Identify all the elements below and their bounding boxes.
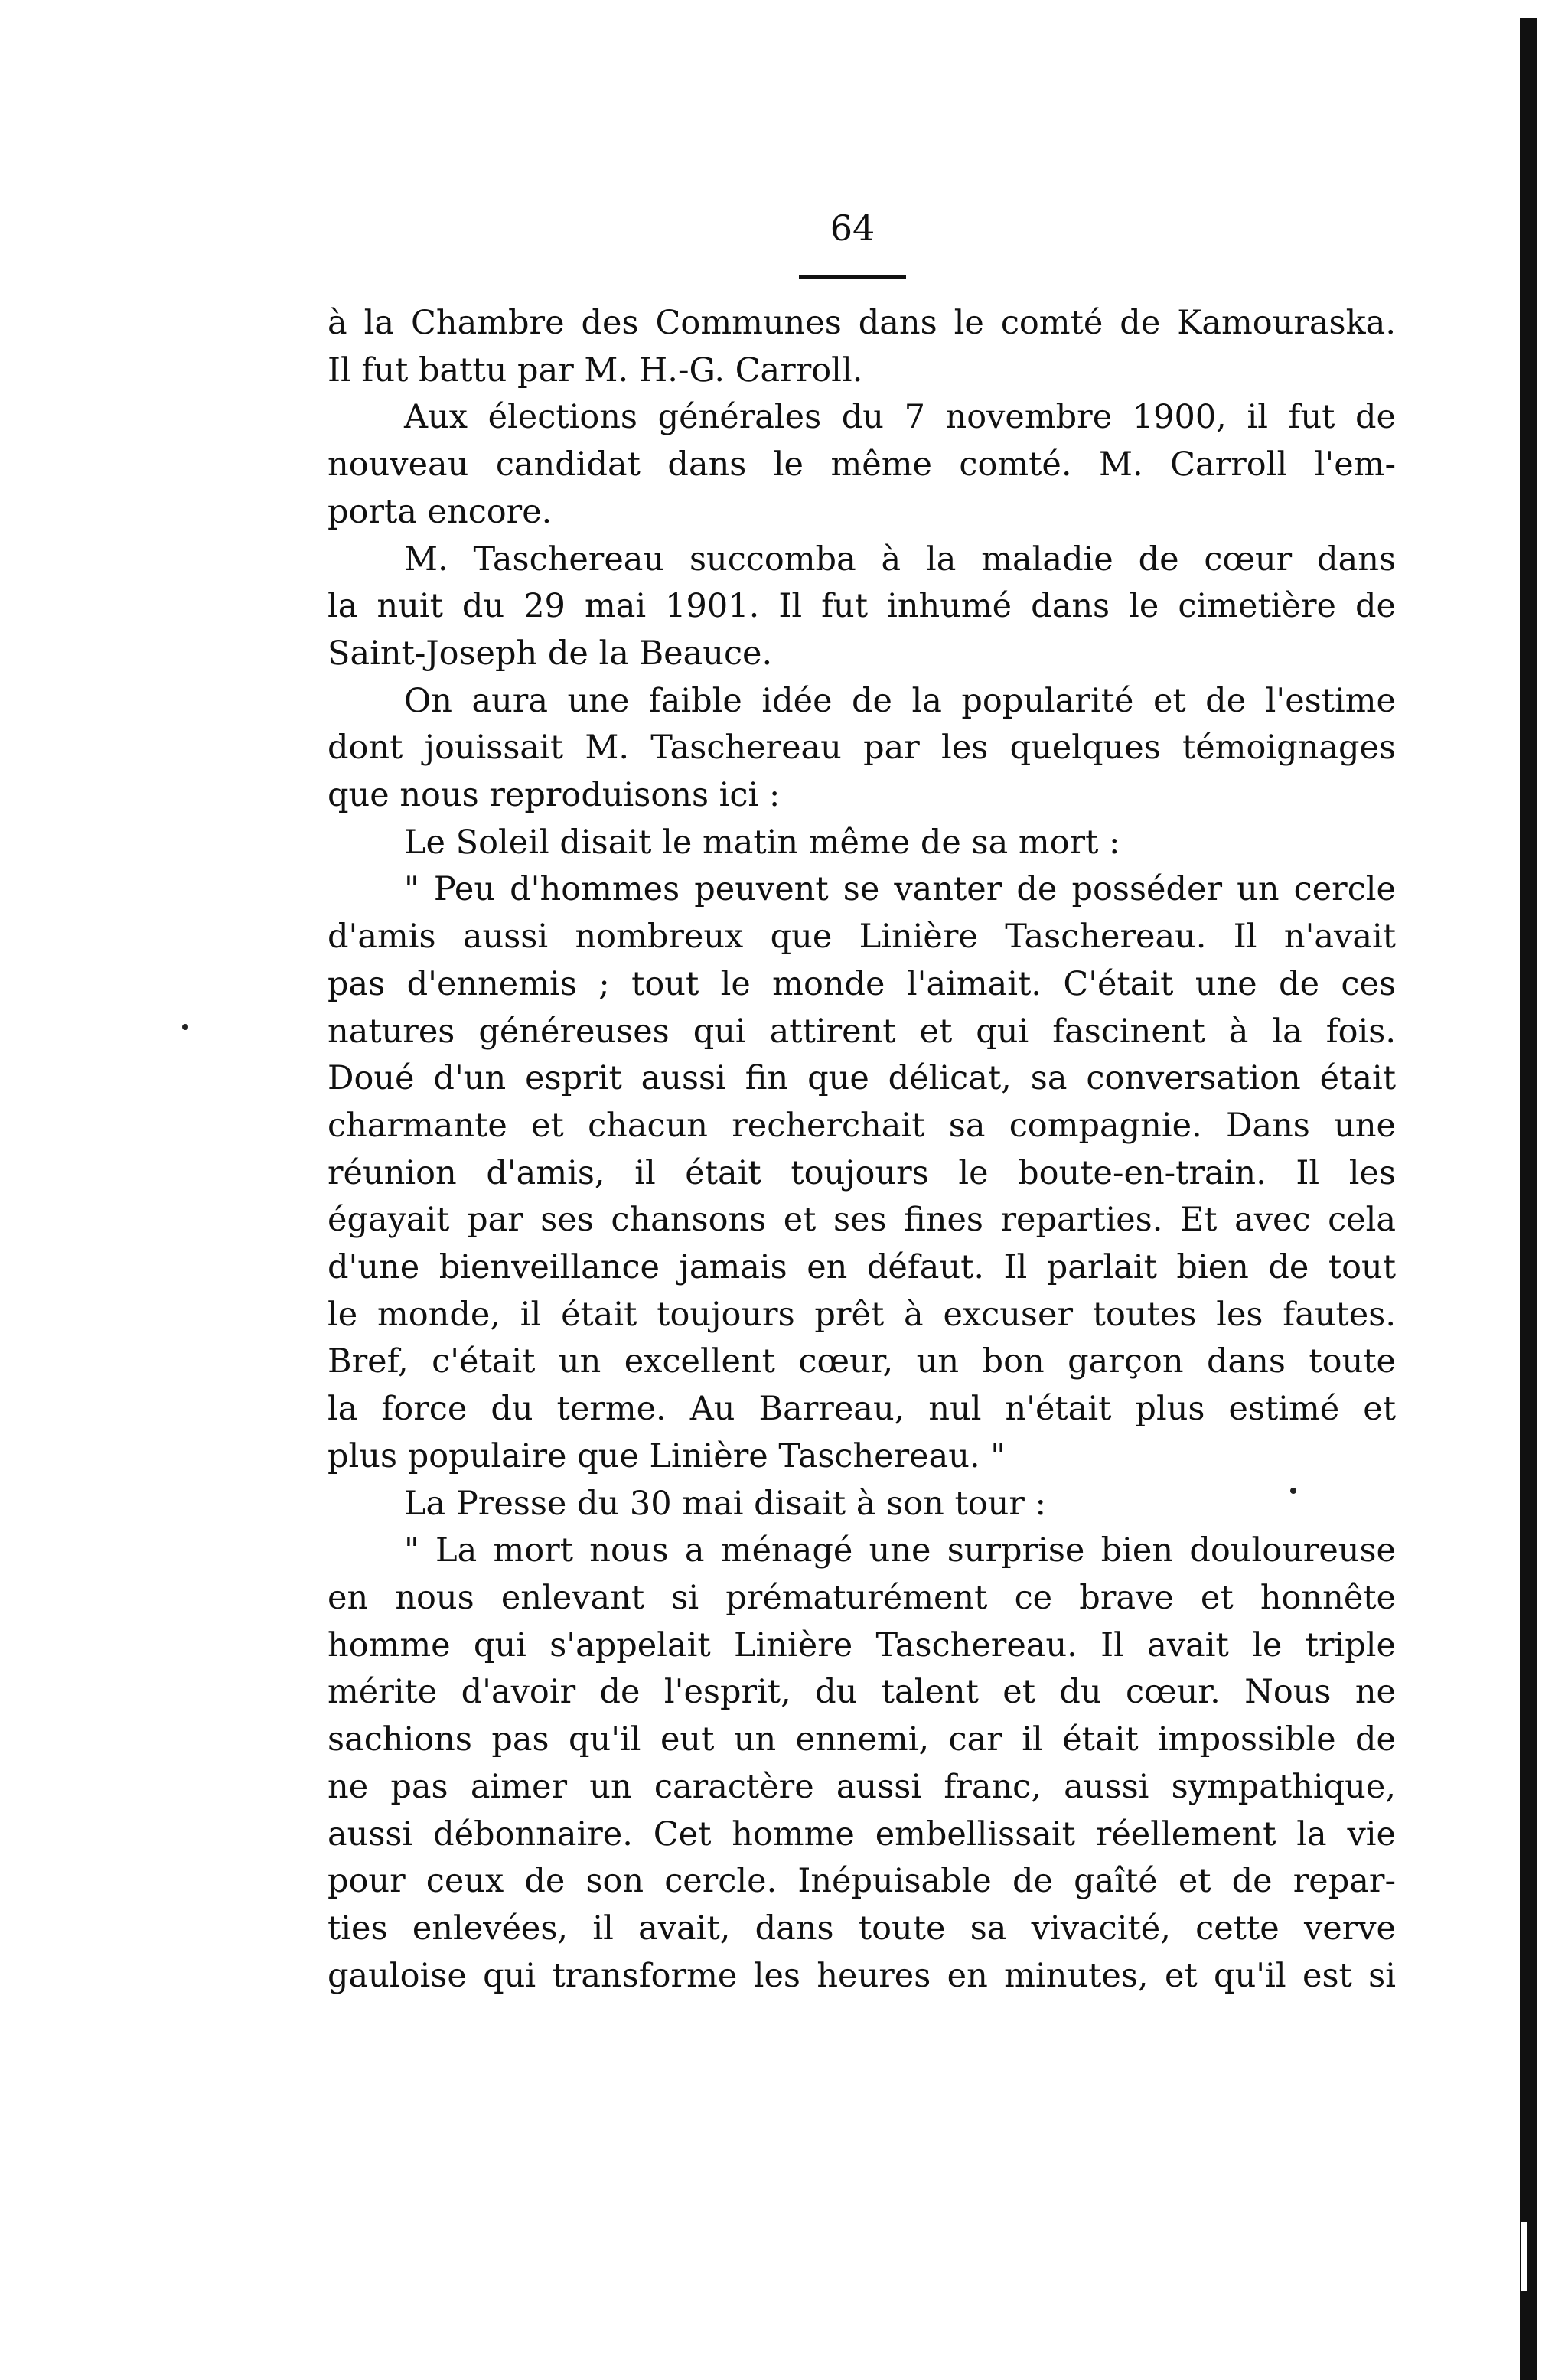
text-line: Aux élections générales du 7 novembre 1900, il fut de: [404, 398, 1396, 437]
page-number: 64: [830, 207, 875, 249]
page-body-text: [328, 300, 1396, 2000]
text-line: Il fut battu par M. H.-G. Carroll.: [328, 350, 863, 390]
text-line: dont jouissait M. Taschereau par les quelques témoignages: [328, 729, 1396, 768]
stray-mark: [182, 1024, 188, 1030]
text-line: mérite d'avoir de l'esprit, du talent et du cœur. Nous ne: [328, 1673, 1396, 1712]
text-line: Le Soleil disait le matin même de sa mort :: [404, 823, 1120, 862]
scan-edge-artifact: [1521, 2222, 1527, 2291]
text-line: sachions pas qu'il eut un ennemi, car il était impossible de: [328, 1720, 1396, 1759]
text-line: nouveau candidat dans le même comté. M. Carroll l'em-: [328, 445, 1396, 484]
text-line: gauloise qui transforme les heures en minutes, et qu'il est si: [328, 1956, 1396, 1995]
text-line: ties enlevées, il avait, dans toute sa vivacité, cette verve: [328, 1909, 1396, 1948]
text-line: La Presse du 30 mai disait à son tour :: [404, 1484, 1047, 1523]
text-line: pas d'ennemis ; tout le monde l'aimait. C'était une de ces: [328, 964, 1396, 1003]
text-line: d'une bienveillance jamais en défaut. Il parlait bien de tout: [328, 1248, 1396, 1287]
text-line: la force du terme. Au Barreau, nul n'était plus estimé et: [328, 1390, 1396, 1429]
text-line: à la Chambre des Communes dans le comté de Kamouraska.: [328, 304, 1396, 342]
text-line: en nous enlevant si prématurément ce brave et honnête: [328, 1578, 1396, 1617]
text-line: que nous reproduisons ici :: [328, 776, 781, 815]
text-line: natures généreuses qui attirent et qui fascinent à la fois.: [328, 1012, 1396, 1051]
text-line: ne pas aimer un caractère aussi franc, aussi sympathique,: [328, 1767, 1396, 1806]
scan-edge-shadow: [1520, 18, 1537, 2380]
text-line: M. Taschereau succomba à la maladie de cœur dans: [404, 540, 1396, 579]
text-line: charmante et chacun recherchait sa compagnie. Dans une: [328, 1106, 1396, 1145]
stray-mark: [1290, 1488, 1296, 1494]
text-line: d'amis aussi nombreux que Linière Taschereau. Il n'avait: [328, 918, 1396, 957]
text-line: réunion d'amis, il était toujours le boute-en-train. Il les: [328, 1153, 1396, 1192]
text-line: la nuit du 29 mai 1901. Il fut inhumé dans le cimetière de: [328, 587, 1396, 626]
text-line: le monde, il était toujours prêt à excuser toutes les fautes.: [328, 1295, 1396, 1334]
text-line: plus populaire que Linière Taschereau. ": [328, 1436, 1006, 1475]
text-line: porta encore.: [328, 492, 553, 531]
header-rule: [799, 275, 906, 279]
text-line: pour ceux de son cercle. Inépuisable de gaîté et de repar-: [328, 1862, 1396, 1901]
text-line: On aura une faible idée de la popularité et de l'estime: [404, 681, 1396, 720]
text-line: Saint-Joseph de la Beauce.: [328, 634, 773, 673]
text-line: Doué d'un esprit aussi fin que délicat, sa conversation était: [328, 1059, 1396, 1098]
text-line: homme qui s'appelait Linière Taschereau. Il avait le triple: [328, 1625, 1396, 1664]
text-line: " Peu d'hommes peuvent se vanter de posséder un cercle: [404, 870, 1396, 909]
text-line: Bref, c'était un excellent cœur, un bon garçon dans toute: [328, 1342, 1396, 1381]
text-line: égayait par ses chansons et ses fines reparties. Et avec cela: [328, 1201, 1396, 1240]
text-line: " La mort nous a ménagé une surprise bien douloureuse: [404, 1531, 1396, 1570]
text-line: aussi débonnaire. Cet homme embellissait réellement la vie: [328, 1814, 1396, 1853]
